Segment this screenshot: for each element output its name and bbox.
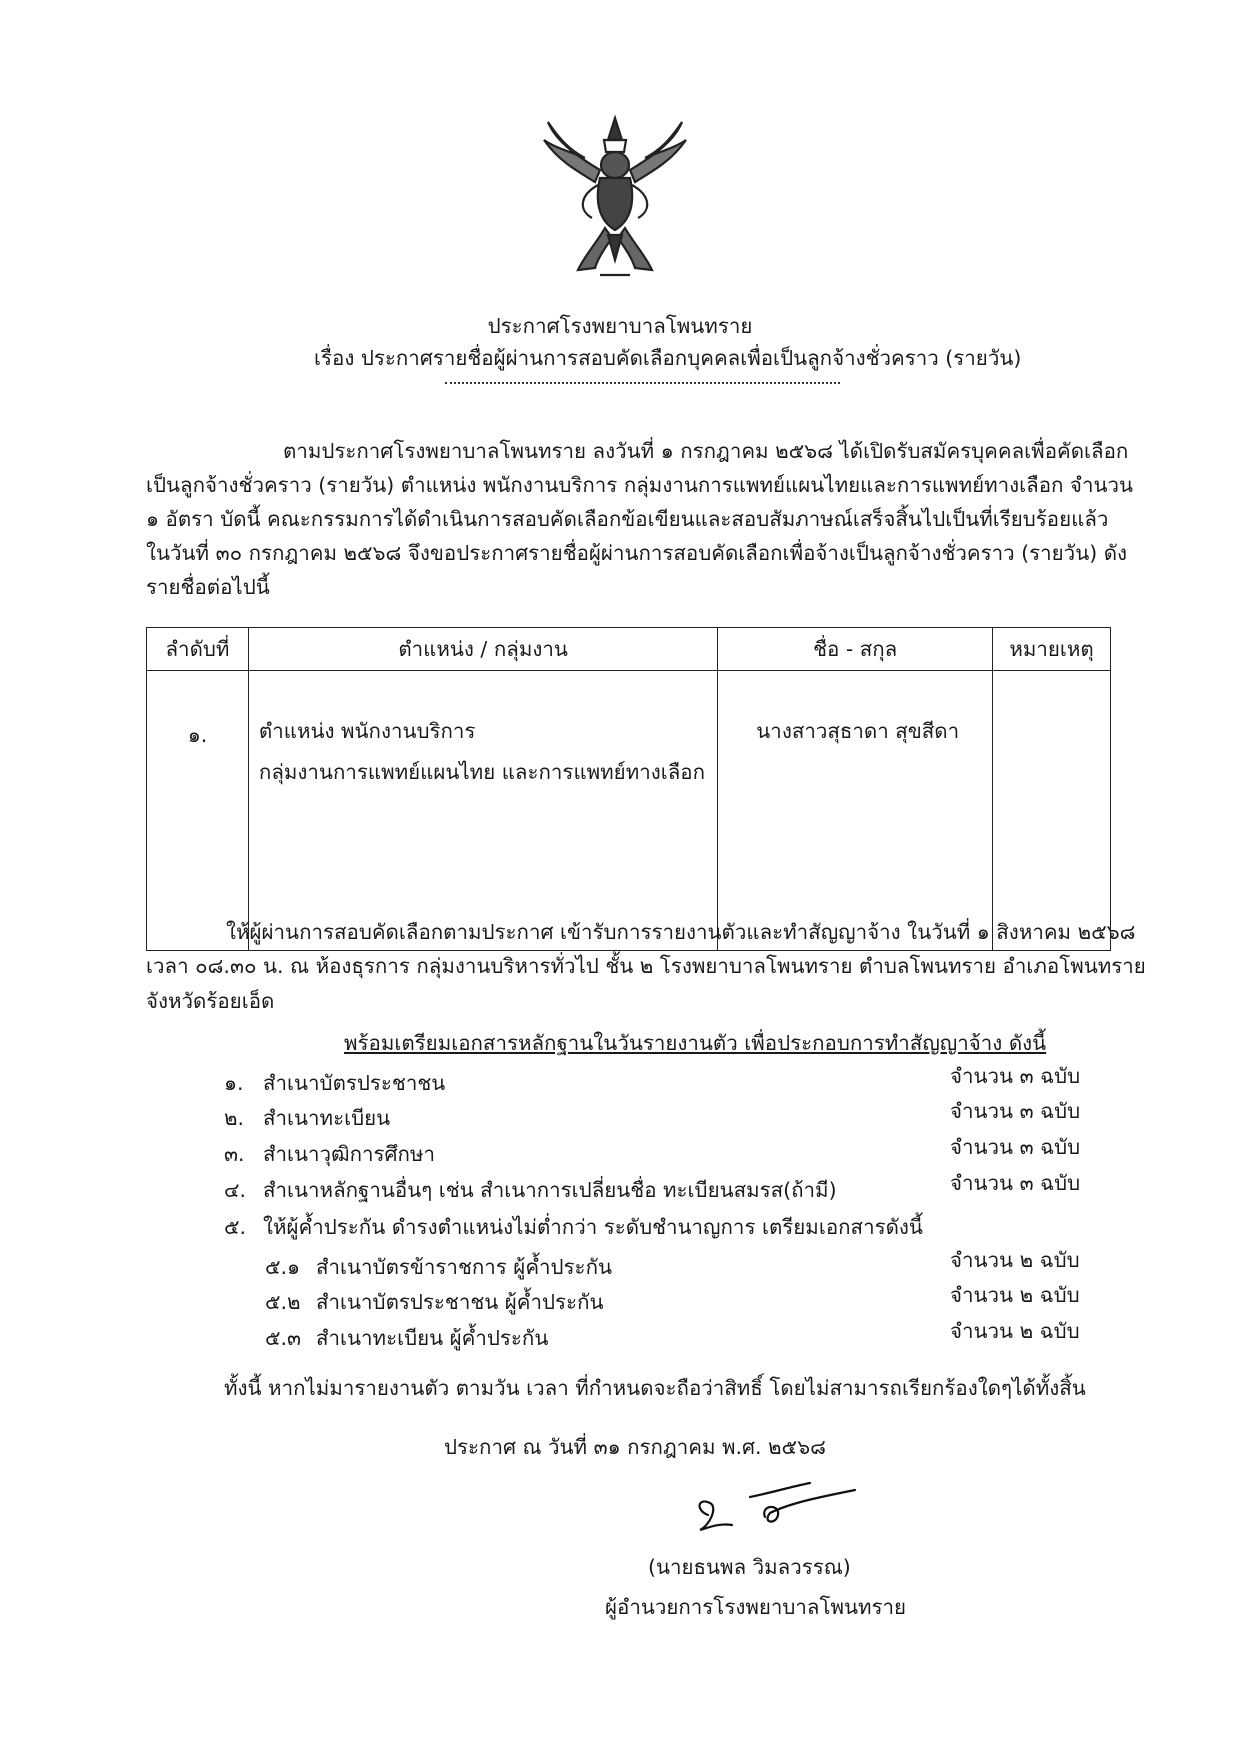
dotted-divider — [445, 382, 840, 384]
report-line-3: จังหวัดร้อยเอ็ด — [146, 989, 275, 1013]
signatory-title: ผู้อำนวยการโรงพยาบาลโพนทราย — [605, 1595, 907, 1619]
doc-subitem-no: ๕.๑ — [265, 1255, 301, 1279]
doc-subitem-text: สำเนาบัตรข้าราชการ ผู้ค้ำประกัน — [316, 1255, 612, 1279]
doc-item-text: สำเนาบัตรประชาชน — [263, 1071, 446, 1095]
intro-line-3: ๑ อัตรา บัดนี้ คณะกรรมการได้ดำเนินการสอบคัดเลือกข้อเขียนและสอบสัมภาษณ์เสร็จสิ้นไปเป็นที่เรียบร้อยแล้ว — [146, 507, 1109, 531]
handwritten-signature — [690, 1475, 860, 1545]
announcement-title: ประกาศโรงพยาบาลโพนทราย — [487, 314, 753, 338]
announcement-date: ประกาศ ณ วันที่ ๓๑ กรกฎาคม พ.ศ. ๒๕๖๘ — [444, 1435, 826, 1459]
col-header-remark: หมายเหตุ — [993, 628, 1111, 671]
intro-line-5: รายชื่อต่อไปนี้ — [146, 575, 270, 599]
doc-item-qty: จำนวน ๓ ฉบับ — [950, 1135, 1081, 1159]
doc-item-no: ๔. — [224, 1178, 247, 1202]
doc-item-no: ๓. — [224, 1142, 245, 1166]
row-position-line-1: ตำแหน่ง พนักงานบริการ — [258, 719, 476, 743]
doc-item-no: ๕. — [224, 1215, 247, 1239]
table-row — [147, 671, 1111, 951]
intro-line-1: ตามประกาศโรงพยาบาลโพนทราย ลงวันที่ ๑ กรกฎาคม ๒๕๖๘ ได้เปิดรับสมัครบุคคลเพื่อคัดเลือก — [283, 439, 1129, 463]
row-position-line-2: กลุ่มงานการแพทย์แผนไทย และการแพทย์ทางเลือก — [258, 760, 706, 784]
documents-heading: พร้อมเตรียมเอกสารหลักฐานในวันรายงานตัว เพื่อประกอบการทำสัญญาจ้าง ดังนี้ — [344, 1031, 1047, 1055]
doc-subitem-text: สำเนาทะเบียน ผู้ค้ำประกัน — [316, 1326, 549, 1350]
intro-line-2: เป็นลูกจ้างชั่วคราว (รายวัน) ตำแหน่ง พนักงานบริการ กลุ่มงานการแพทย์แผนไทยและการแพทย์ทางเลือก จำนวน — [146, 473, 1133, 497]
col-header-no: ลำดับที่ — [147, 628, 249, 671]
doc-item-text: สำเนาหลักฐานอื่นๆ เช่น สำเนาการเปลี่ยนชื่อ ทะเบียนสมรส(ถ้ามี) — [263, 1178, 837, 1202]
doc-item-qty: จำนวน ๓ ฉบับ — [950, 1171, 1081, 1195]
doc-subitem-qty: จำนวน ๒ ฉบับ — [950, 1319, 1080, 1343]
doc-item-no: ๒. — [224, 1106, 245, 1130]
report-line-1: ให้ผู้ผ่านการสอบคัดเลือกตามประกาศ เข้ารับการรายงานตัวและทำสัญญาจ้าง ในวันที่ ๑ สิงหาคม ๒๕๖๘ — [226, 920, 1136, 944]
signatory-name: (นายธนพล วิมลวรรณ) — [648, 1555, 851, 1579]
closing-notice: ทั้งนี้ หากไม่มารายงานตัว ตามวัน เวลา ที่กำหนดจะถือว่าสิทธิ์ โดยไม่สามารถเรียกร้องใดๆได้ทั้งสิ้น — [224, 1376, 1086, 1400]
col-header-name: ชื่อ - สกุล — [718, 628, 993, 671]
doc-item-text: สำเนาทะเบียน — [263, 1106, 391, 1130]
doc-item-qty: จำนวน ๓ ฉบับ — [950, 1064, 1081, 1088]
doc-subitem-no: ๕.๒ — [265, 1290, 301, 1314]
doc-subitem-no: ๕.๓ — [265, 1326, 302, 1350]
applicant-table — [146, 627, 1111, 951]
doc-item-no: ๑. — [224, 1071, 244, 1095]
doc-item-text: สำเนาวุฒิการศึกษา — [263, 1142, 435, 1166]
row-remark — [993, 671, 1111, 951]
doc-subitem-qty: จำนวน ๒ ฉบับ — [950, 1248, 1080, 1272]
report-line-2: เวลา ๐๘.๓๐ น. ณ ห้องธุรการ กลุ่มงานบริหารทั่วไป ชั้น ๒ โรงพยาบาลโพนทราย ตำบลโพนทราย อำเภอโพนทราย — [146, 954, 1146, 978]
intro-line-4: ในวันที่ ๓๐ กรกฎาคม ๒๕๖๘ จึงขอประกาศรายชื่อผู้ผ่านการสอบคัดเลือกเพื่อจ้างเป็นลูกจ้างชั่วคราว (รายวัน) ดัง — [146, 541, 1128, 565]
doc-item-text: ให้ผู้ค้ำประกัน ดำรงตำแหน่งไม่ต่ำกว่า ระดับชำนาญการ เตรียมเอกสารดังนี้ — [263, 1215, 923, 1239]
doc-item-qty: จำนวน ๓ ฉบับ — [950, 1099, 1081, 1123]
garuda-emblem-icon — [540, 110, 690, 285]
table-header-row — [147, 628, 1111, 671]
row-no: ๑. — [147, 671, 249, 951]
doc-subitem-text: สำเนาบัตรประชาชน ผู้ค้ำประกัน — [316, 1290, 604, 1314]
row-name: นางสาวสุธาดา สุขสีดา — [718, 671, 993, 951]
doc-subitem-qty: จำนวน ๒ ฉบับ — [950, 1283, 1080, 1307]
subject-line: เรื่อง ประกาศรายชื่อผู้ผ่านการสอบคัดเลือกบุคคลเพื่อเป็นลูกจ้างชั่วคราว (รายวัน) — [314, 346, 1022, 370]
row-position — [248, 671, 717, 951]
col-header-position: ตำแหน่ง / กลุ่มงาน — [248, 628, 717, 671]
